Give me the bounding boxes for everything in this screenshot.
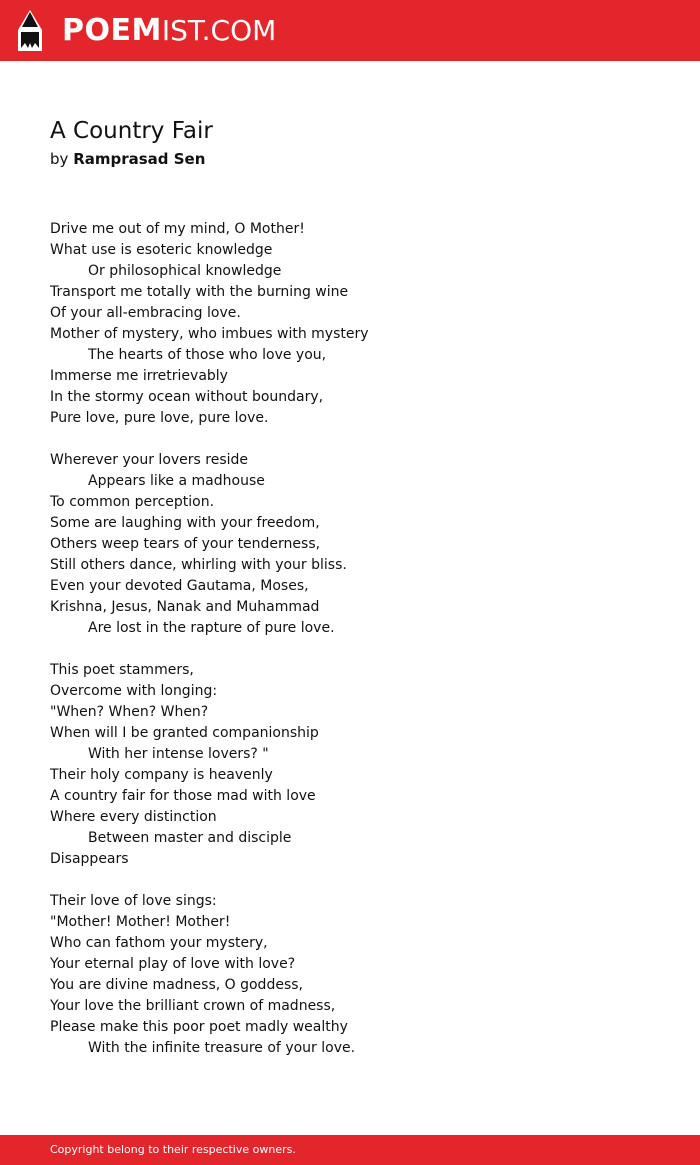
poem-byline xyxy=(50,149,205,169)
copyright-text: Copyright belong to their respective owners. xyxy=(50,1143,296,1156)
poem-line: Between master and disciple xyxy=(88,830,292,846)
site-footer xyxy=(0,1135,700,1165)
poem-line: This poet stammers, xyxy=(50,662,194,678)
brand-bold: POEM xyxy=(62,13,162,48)
by-label: by xyxy=(50,150,69,168)
poem-line: What use is esoteric knowledge xyxy=(50,242,273,258)
stanza-break xyxy=(50,429,650,450)
stanza-break xyxy=(50,870,650,891)
poem-title: A Country Fair xyxy=(50,118,213,144)
pencil-icon[interactable] xyxy=(18,10,42,51)
poem-line: Of your all-embracing love. xyxy=(50,305,241,321)
poem-line: When will I be granted companionship xyxy=(50,725,319,741)
poem-line: Still others dance, whirling with your bliss. xyxy=(50,557,347,573)
poem-line: Disappears xyxy=(50,851,129,867)
poem-line: With the infinite treasure of your love. xyxy=(88,1040,356,1056)
stanza-break xyxy=(50,639,650,660)
poem-line: You are divine madness, O goddess, xyxy=(50,977,303,993)
poem-line: Krishna, Jesus, Nanak and Muhammad xyxy=(50,599,320,615)
poem-author: Ramprasad Sen xyxy=(73,150,206,168)
poem-line: Mother of mystery, who imbues with mystery xyxy=(50,326,369,342)
poem-line: Others weep tears of your tenderness, xyxy=(50,536,321,552)
poem-line: The hearts of those who love you, xyxy=(88,347,327,363)
poem-line: Or philosophical knowledge xyxy=(88,263,282,279)
poem-line: Drive me out of my mind, O Mother! xyxy=(50,221,305,237)
poem-line: A country fair for those mad with love xyxy=(50,788,316,804)
poem-line: In the stormy ocean without boundary, xyxy=(50,389,324,405)
poem-line: Immerse me irretrievably xyxy=(50,368,228,384)
poem-body xyxy=(50,219,650,1059)
poem-line: With her intense lovers? " xyxy=(88,746,269,762)
poem-line: Who can fathom your mystery, xyxy=(50,935,268,951)
brand-light: IST.COM xyxy=(161,14,277,47)
site-header xyxy=(0,0,700,61)
poem-line: Please make this poor poet madly wealthy xyxy=(50,1019,348,1035)
poem-line: Pure love, pure love, pure love. xyxy=(50,410,269,426)
poem-line: "Mother! Mother! Mother! xyxy=(50,914,231,930)
poem-line: Their holy company is heavenly xyxy=(50,767,273,783)
poem-line: Wherever your lovers reside xyxy=(50,452,249,468)
poem-line: Are lost in the rapture of pure love. xyxy=(88,620,335,636)
poem-line: Some are laughing with your freedom, xyxy=(50,515,320,531)
poem-line: Overcome with longing: xyxy=(50,683,218,699)
poem-line: Transport me totally with the burning wine xyxy=(50,284,349,300)
poem-line: Their love of love sings: xyxy=(50,893,217,909)
poem-line: Appears like a madhouse xyxy=(88,473,265,489)
poem-line: To common perception. xyxy=(50,494,215,510)
poem-line: Even your devoted Gautama, Moses, xyxy=(50,578,309,594)
poem-line: "When? When? When? xyxy=(50,704,209,720)
poem-line: Where every distinction xyxy=(50,809,217,825)
site-logo-text[interactable] xyxy=(62,12,276,50)
poem-line: Your eternal play of love with love? xyxy=(50,956,296,972)
poem-line: Your love the brilliant crown of madness, xyxy=(50,998,336,1014)
